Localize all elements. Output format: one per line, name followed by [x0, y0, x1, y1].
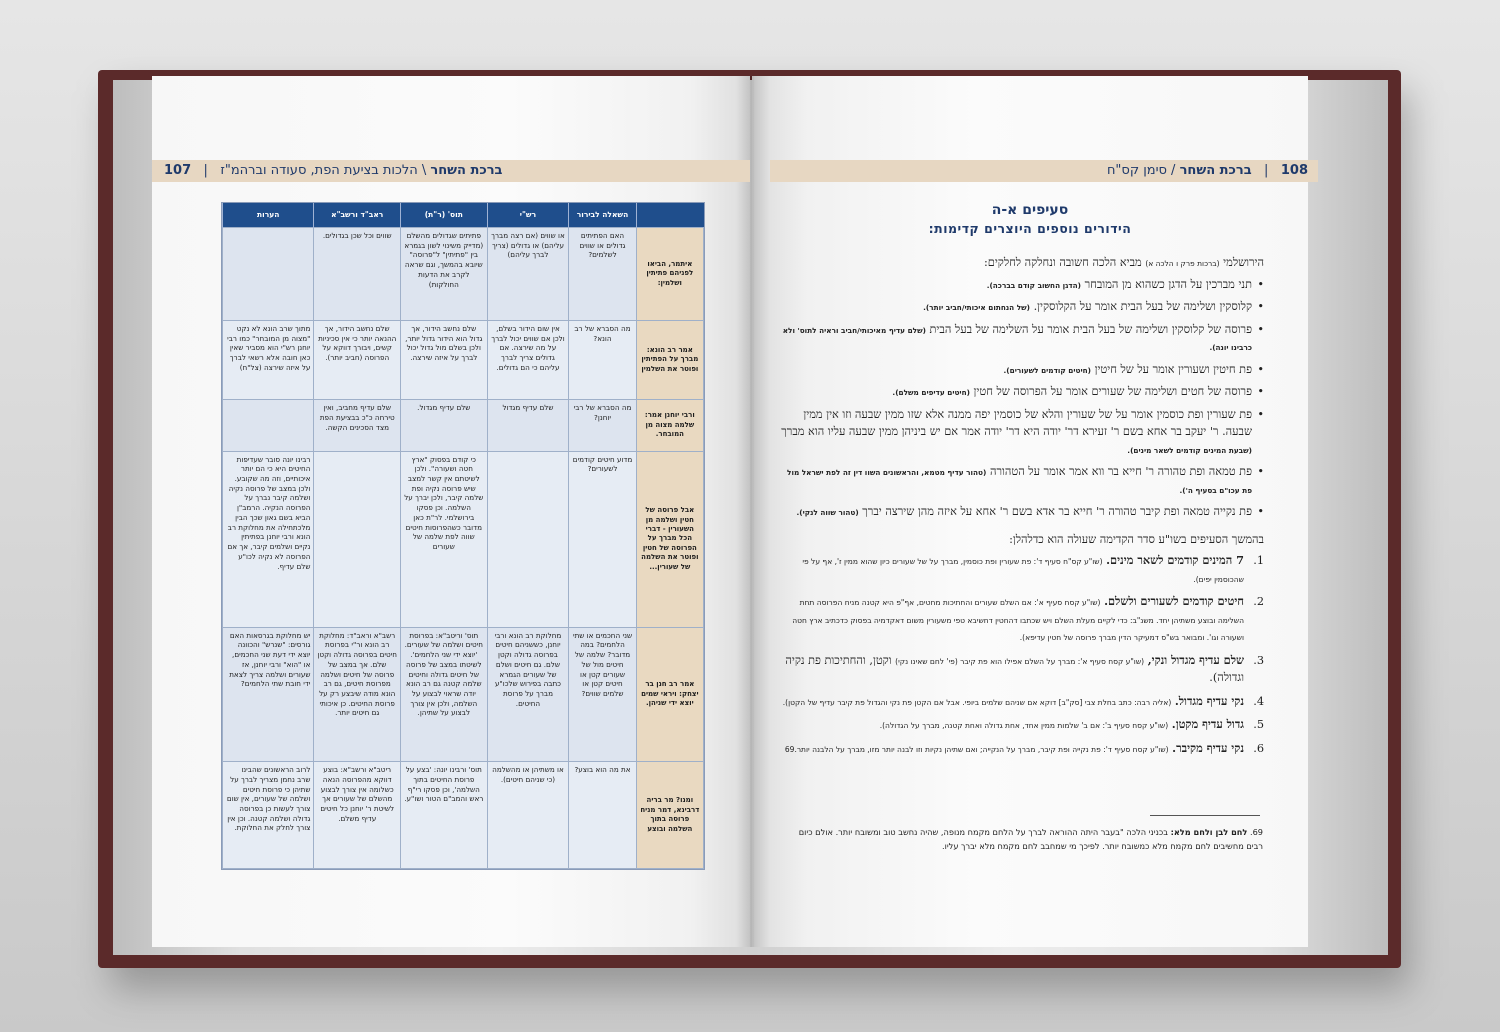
table-row-head: ורבי יוחנן אמר: שלמה מצוה מן המובחר. [636, 400, 703, 451]
table-cell: או משתיהן או מהשלמה (כי שניהם חיטים). [487, 762, 569, 869]
left-running-title: ברכת השחר [430, 163, 503, 178]
table-cell: אין שום הידור בשלם, ולכן אם שווים יכול לברך על מה שירצה. אם גדולים צריך לברך עליהם כי הם גדולים. [487, 320, 569, 399]
order-item-number: 3. [1253, 653, 1264, 667]
table-cell: תוס' וריטב"א: בפרוסת חיטים ושלמה של שעורים. 'יוצא ידי שני הלחמים'. לשיטתו במצב של פרוסה של חיטים גדולה וחיטים שלמה קטנה גם רב הונא יודה שראוי לבצוע על השלמה, ולכן אין צורך לבצוע על שתיהן. [401, 627, 488, 762]
section-heading [800, 202, 1260, 236]
order-item-tail: וקטן, והחתיכות פת נקיה וגדולה). [785, 653, 1244, 684]
table-row-head: אמר רב הונא: מברך על הפתיתין ופוטר את השלמין [636, 320, 703, 399]
separator: \ [417, 163, 427, 178]
table-cell: או שווים (אם רצה מברך עליהם) או גדולים (צריך לברך עליהם) [487, 228, 569, 321]
table-cell: שלם עדיף מגדול [487, 400, 569, 451]
order-item-title: נקי עדיף מקיבר. [1172, 740, 1244, 755]
table-cell [314, 451, 401, 627]
order-item [780, 716, 1264, 734]
right-running-title: ברכת השחר [1179, 163, 1252, 178]
bullet-text: פת טמאה ופת טהורה ר' חייא בר ווא אמר אומר על הטהורה [989, 465, 1252, 478]
order-item [780, 593, 1264, 646]
table-cell: שלם עדיף מחביב, ואין טירחה כ"כ בבציעת הפת מצד הסכינים הקשה. [314, 400, 401, 451]
order-item-title: שלם עדיף מגדול ונקי, [1147, 652, 1244, 667]
table-cell: תוס' ורבינו יונה: 'בצע על פרוסת החיטים בתוך השלמה', וכן פסקו רי"ף ראש והמב"ם הטור ושו"ע. [401, 762, 488, 869]
separator: | [195, 163, 217, 178]
bullet-item [780, 361, 1252, 379]
table-cell: ריטב"א ורשב"א: בוצע דווקא מהפרוסה הנאה כשלומה אין צורך לבצוע מהשלם של שעורים אך לשיטת ר' יוחנן כל חיטים עדיף משלם. [314, 762, 401, 869]
order-item-number: 6. [1253, 741, 1264, 755]
order-item-note: (שו"ע קסח סעיף א': אם השלם שעורים והחתיכות מחטים, אף"פ היא קטנה מניח הפרוסה תחת השלימה ובוצע משתיהן יחד. משנ"ב: כדי לקיים מעלת השלם ויש שכתבו דהחטין דחשיבא טפי משעורין משום דאקדמיה בפסוק כדכתיב ארץ חטה ושעורה וגו'. ומבואר בש"ס דמעיקר הדין מברך פרוסה של חטין עדיפא). [792, 598, 1244, 642]
bullet-text: פת נקייה טמאה ופת קיבר טהורה ר' חייא בר אדא בשם ר' אחא על איזה מהן שירצה יברך [862, 505, 1252, 518]
table-header-cell: רש"י [487, 203, 569, 228]
bullet-list [780, 276, 1264, 521]
right-running-subtitle: סימן קס"ח [1106, 163, 1167, 178]
table-cell: שווים וכל שכן בגדולים. [314, 228, 401, 321]
intro-paragraph [780, 254, 1264, 272]
order-item-title: נקי עדיף מגדול. [1174, 693, 1244, 708]
table-row-head: איתמר, הביאו לפניהם פתיתין ושלמין: [636, 228, 703, 321]
order-item [780, 693, 1264, 711]
table-cell [223, 228, 314, 321]
bullet-item [780, 406, 1252, 459]
table-cell: מה הסברא של רבי יוחנן? [569, 400, 636, 451]
order-item-note: (שו"ע קסח סעיף ד': פת נקייה ופת קיבר, מברך על הנקייה; ואם שתיהן נקיות וזו לבנה יותר מזו, מברך על הלבנה יותר.69 [784, 744, 1169, 754]
order-item [780, 740, 1264, 758]
bullet-item [780, 276, 1252, 294]
right-page-number: 108 [1280, 163, 1308, 178]
table-cell: שלם נחשב הידור, אך ההנאה יותר כי אין סכיניות קשים, ויבורך דווקא על הפרוסה (חביב יותר). [314, 320, 401, 399]
section-subtitle: הידורים נוספים היוצרים קדימות: [928, 221, 1132, 236]
order-item-number: 2. [1253, 595, 1264, 608]
footnote-rule [1150, 815, 1260, 816]
table-row-head: ומנו? מר בריה דרבינא, דמר מניח פרוסה בתוך השלמה ובוצע [636, 762, 703, 869]
order-item-number: 1. [1253, 554, 1264, 567]
book-gutter [736, 76, 770, 947]
table-row [223, 228, 704, 321]
right-running-head [770, 160, 1318, 182]
footnote [785, 826, 1263, 854]
table-header-row [223, 203, 704, 228]
footnote-text: בכניני הלכה "בעבר היתה ההוראה לברך על הלחם מקמח מנופה, שהיה נחשב טוב ומשובח יותר. אולם כיום רבים מחשיבים לחם מקמח מלא כמשובח יותר. לפיכך מי שמחבב לחם מקמח מלא יברך עליו. [798, 827, 1263, 851]
bullet-note: (הדגן החשוב קודם בברכה). [986, 280, 1082, 290]
table-row [223, 451, 704, 627]
table-cell: רשב"א וראב"ד: מחלוקת רב הונא ור"י בפרוסת חיטים בפרוסה גדולה וקטן שלם. אך במצב של פרוסה של חיטים ושלמה מפרוסת חיטים, גם רב הונא מודה שיבצע רק על פרוסת החיטים. כן איכותי גם חיטים יותר. [314, 627, 401, 762]
bullet-item [780, 463, 1252, 498]
intro-b: מביא הלכה חשובה ונחלקה לחלקים: [983, 256, 1142, 269]
footnote-number: 69. [1249, 827, 1263, 837]
bullet-item [780, 321, 1252, 356]
order-item-title: 7 המינים קודמים לשאר מינים. [1106, 553, 1244, 567]
order-item [780, 652, 1264, 687]
order-item-number: 5. [1253, 718, 1264, 731]
separator: | [1255, 163, 1277, 178]
bullet-text: פת חיטין ושעורין אומר על של חיטין [1094, 362, 1252, 376]
order-item-number: 4. [1253, 694, 1264, 708]
table-cell: מדוע חיטים קודמים לשעורים? [569, 451, 636, 627]
table-cell: שני החכמים או שתי הלחמים? במה מדובר? שלמה של חיטים מול של שעורים קטן או חיטים קטן או שלמים שווים? [569, 627, 636, 762]
table-cell: פתיתים שגדולים מהשלם (מדייק משינוי לשון בגמרא בין "פתיתין" ל"פרוסה" שיובא בהמשך, וגם שראה לקרב את הדעות החולקות) [401, 228, 488, 321]
table-cell: האם הפתיתים גדולים או שווים לשלמים? [569, 228, 636, 321]
order-item-title: גדול עדיף מקטן. [1171, 717, 1244, 731]
bullet-note: (חיטים קודמים לשעורים). [1003, 365, 1091, 375]
table-row [223, 400, 704, 451]
table-header-cell: הערות [223, 203, 314, 228]
bullet-item [780, 298, 1252, 316]
intro-a: הירושלמי [1223, 256, 1264, 269]
table-header-cell: ראב"ד ורשב"א [314, 203, 401, 228]
intro-ref: (ברכות פרק ו הלכה א) [1145, 259, 1220, 268]
bullet-text: פרוסה של חטים ושלימה של שעורים אומר על הפרוסה של חטין [973, 385, 1252, 398]
order-item-note: (שו"ע קס"ח סעיף ד': פת שעורין ופת כוסמין, מברך על של שעורים כיון שהוא ממין ז', אף על פי שהכוסמין יפים). [802, 557, 1244, 584]
table-cell: רבינו יונה סובר שעדיפות החיטים היא כי הם יותר איכותיים, וזה מה שקובע. ולכן במצב של פרוסה נקיה ושלמה קיבר נברך על הפרוסה הנקיה. הרמב"ן הביא בשם גאון שכך הבין מלכתחילה את מחלוקת רב הונא ורבי יוחנן בפתיתין נקיים ושלמים קיבר, אך אם הפרוסה לא נקיה לכו"ע שלם עדיף. [223, 451, 314, 627]
bullet-note: (שלם עדיף מאיכותי/חביב וראיה לתוס' ולא כרבינו יונה). [782, 325, 1252, 352]
table-cell: מה הסברא של רב הונא? [569, 320, 636, 399]
footnote-bold: לחם לבן ולחם מלא: [1170, 827, 1248, 837]
section-title: סעיפים א-ה [991, 202, 1069, 218]
separator: / [1166, 163, 1176, 178]
bullet-note: (טהור שווה לנקי). [796, 508, 859, 517]
table-cell [223, 400, 314, 451]
table-row [223, 320, 704, 399]
bullet-text: תני מברכין על הדגן כשהוא מן המובחר [1084, 277, 1252, 291]
table-header-cell: השאלה לבירור [569, 203, 636, 228]
table-cell: את מה הוא בוצע? [569, 762, 636, 869]
bullet-note: (חיטים עדיפים משלם). [892, 388, 970, 397]
bullet-text: פת שעורין ופת כוסמין אומר על של שעורין והלא של כוסמין יפה ממנה אלא שזו ממין שבעה וזו אין ממין שבעה. ר' יעקב בר אחא בשם ר' זעירא דר' יודה היא דר' יודה אמר אם יש ביניהן ממין שבעה עליו הוא מברך [781, 407, 1252, 438]
table-cell: מתוך שרב הונא לא נקט "מצוה מן המובחר" כמו רבי יוחנן רש"י הוא מסביר שאין כאן חובה אלא רשאי לברך על איזה שירצה (צל"ח) [223, 320, 314, 399]
bullet-note: (של הנחתום איכותי/חביב יותר). [923, 303, 1030, 312]
table-header-cell: תוס' (ר"ת) [401, 203, 488, 228]
table-row-head: אמר רב חנן בר יצחק: ויראי שמים יוצא ידי שניהן. [636, 627, 703, 762]
list-intro: בהמשך הסעיפים בשו"ע סדר הקדימה שעולה הוא כדלהלן: [1009, 532, 1264, 546]
bullet-item [780, 503, 1252, 521]
order-item [780, 552, 1264, 587]
left-page-number: 107 [164, 163, 192, 178]
bullet-note: (טהור עדיף מטמא, והראשונים השוו דין זה לפת ישראל מול פת עכו"ם בסעיף ה'). [787, 468, 1252, 495]
table-cell [487, 451, 569, 627]
order-item-note: (שו"ע קסח סעיף ב': אם ב' שלמות ממין אחד, אחת גדולה ואחת קטנה, מברך על הגדולה). [879, 721, 1169, 730]
table-cell: יש מחלוקת בגרסאות האם גורסים: "שנרש" והכוונה יוצא ידי דעת שני החכמים, או "הוא" ורבי יוחנן, אז שעורים ושלמה צריך לצאת ידי חובת שתי הלחמים? [223, 627, 314, 762]
table-cell: שלם עדיף מגדול. [401, 400, 488, 451]
comparison-table [221, 202, 705, 870]
bullet-text: פרוסה של קלוסקין ושלימה של בעל הבית אומר על השלימה של בעל הבית [929, 322, 1252, 336]
bullet-item [780, 383, 1252, 401]
order-item-note: (שו"ע קסח סעיף א': מברך על השלם אפילו הוא פת קיבר (פי' לחם שאינו נקי) [895, 656, 1145, 666]
table-row [223, 627, 704, 762]
table-cell: שלם נחשב הידור, אך גדול הוא הידור גדול יותר, ולכן בשלם מול גדול יכול לברך על איזה שירצה. [401, 320, 488, 399]
order-item-note: (אליה רבה: כתב בחלת צבי [סק"ב] דוקא אם שניהם שלמים ביופי. אבל אם הקטן פת נקי והגדול פת קיבר עדיף של הקטן). [782, 697, 1172, 707]
bullet-note: (שבעת המינים קודמים לשאר מינים). [1127, 445, 1252, 455]
table-row [223, 762, 704, 869]
left-running-head [152, 160, 750, 182]
right-page-body [780, 254, 1264, 763]
order-item-title: חיטים קודמים לשעורים ולשלם. [1104, 594, 1244, 608]
table-cell: מחלוקת רב הונא ורבי יוחנן, כששניהם חיטים בפרוסה גדולה וקטן שלם. גם חיטים ושלם של שעורים הגמרא כתבה בפירוש שלכו"ע מברך על פרוסת החיטים. [487, 627, 569, 762]
table-header-corner [636, 203, 703, 228]
left-running-subtitle: הלכות בציעת הפת, סעודה וברהמ"ז [220, 163, 418, 178]
table-row-head: אבל פרוסה של חטין ושלמה מן השעורין - דברי הכל מברך על הפרוסה של חטין ופוטר את השלמה של שעורין... [636, 451, 703, 627]
bullet-text: קלוסקין ושלימה של בעל הבית אומר על הקלוסקין. [1033, 300, 1252, 313]
order-list [780, 531, 1264, 758]
table-cell: כי קודם בפסוק "ארץ חטה ושעורה". ולכן לשיטתם אין קשר למצב שיש פרוסה נקיה ופת שלמה קיבר, ולכן יברך על השלמה. וכן פסקו בירושלמי. לר"ת כאן מדובר כשהפרוסות חיטים שווה לפת שלמה של שעורים [401, 451, 488, 627]
table-cell: לרוב הראשונים שהבינו שרב נחמן מצריך לברך על שתיהן כי פרוסת חיטים ושלמה של שעורים, אין שום צורך לעשות כן בפרוסה גדולה ושלמה קטנה. וכן אין צורך לחלק את החלוקת. [223, 762, 314, 869]
